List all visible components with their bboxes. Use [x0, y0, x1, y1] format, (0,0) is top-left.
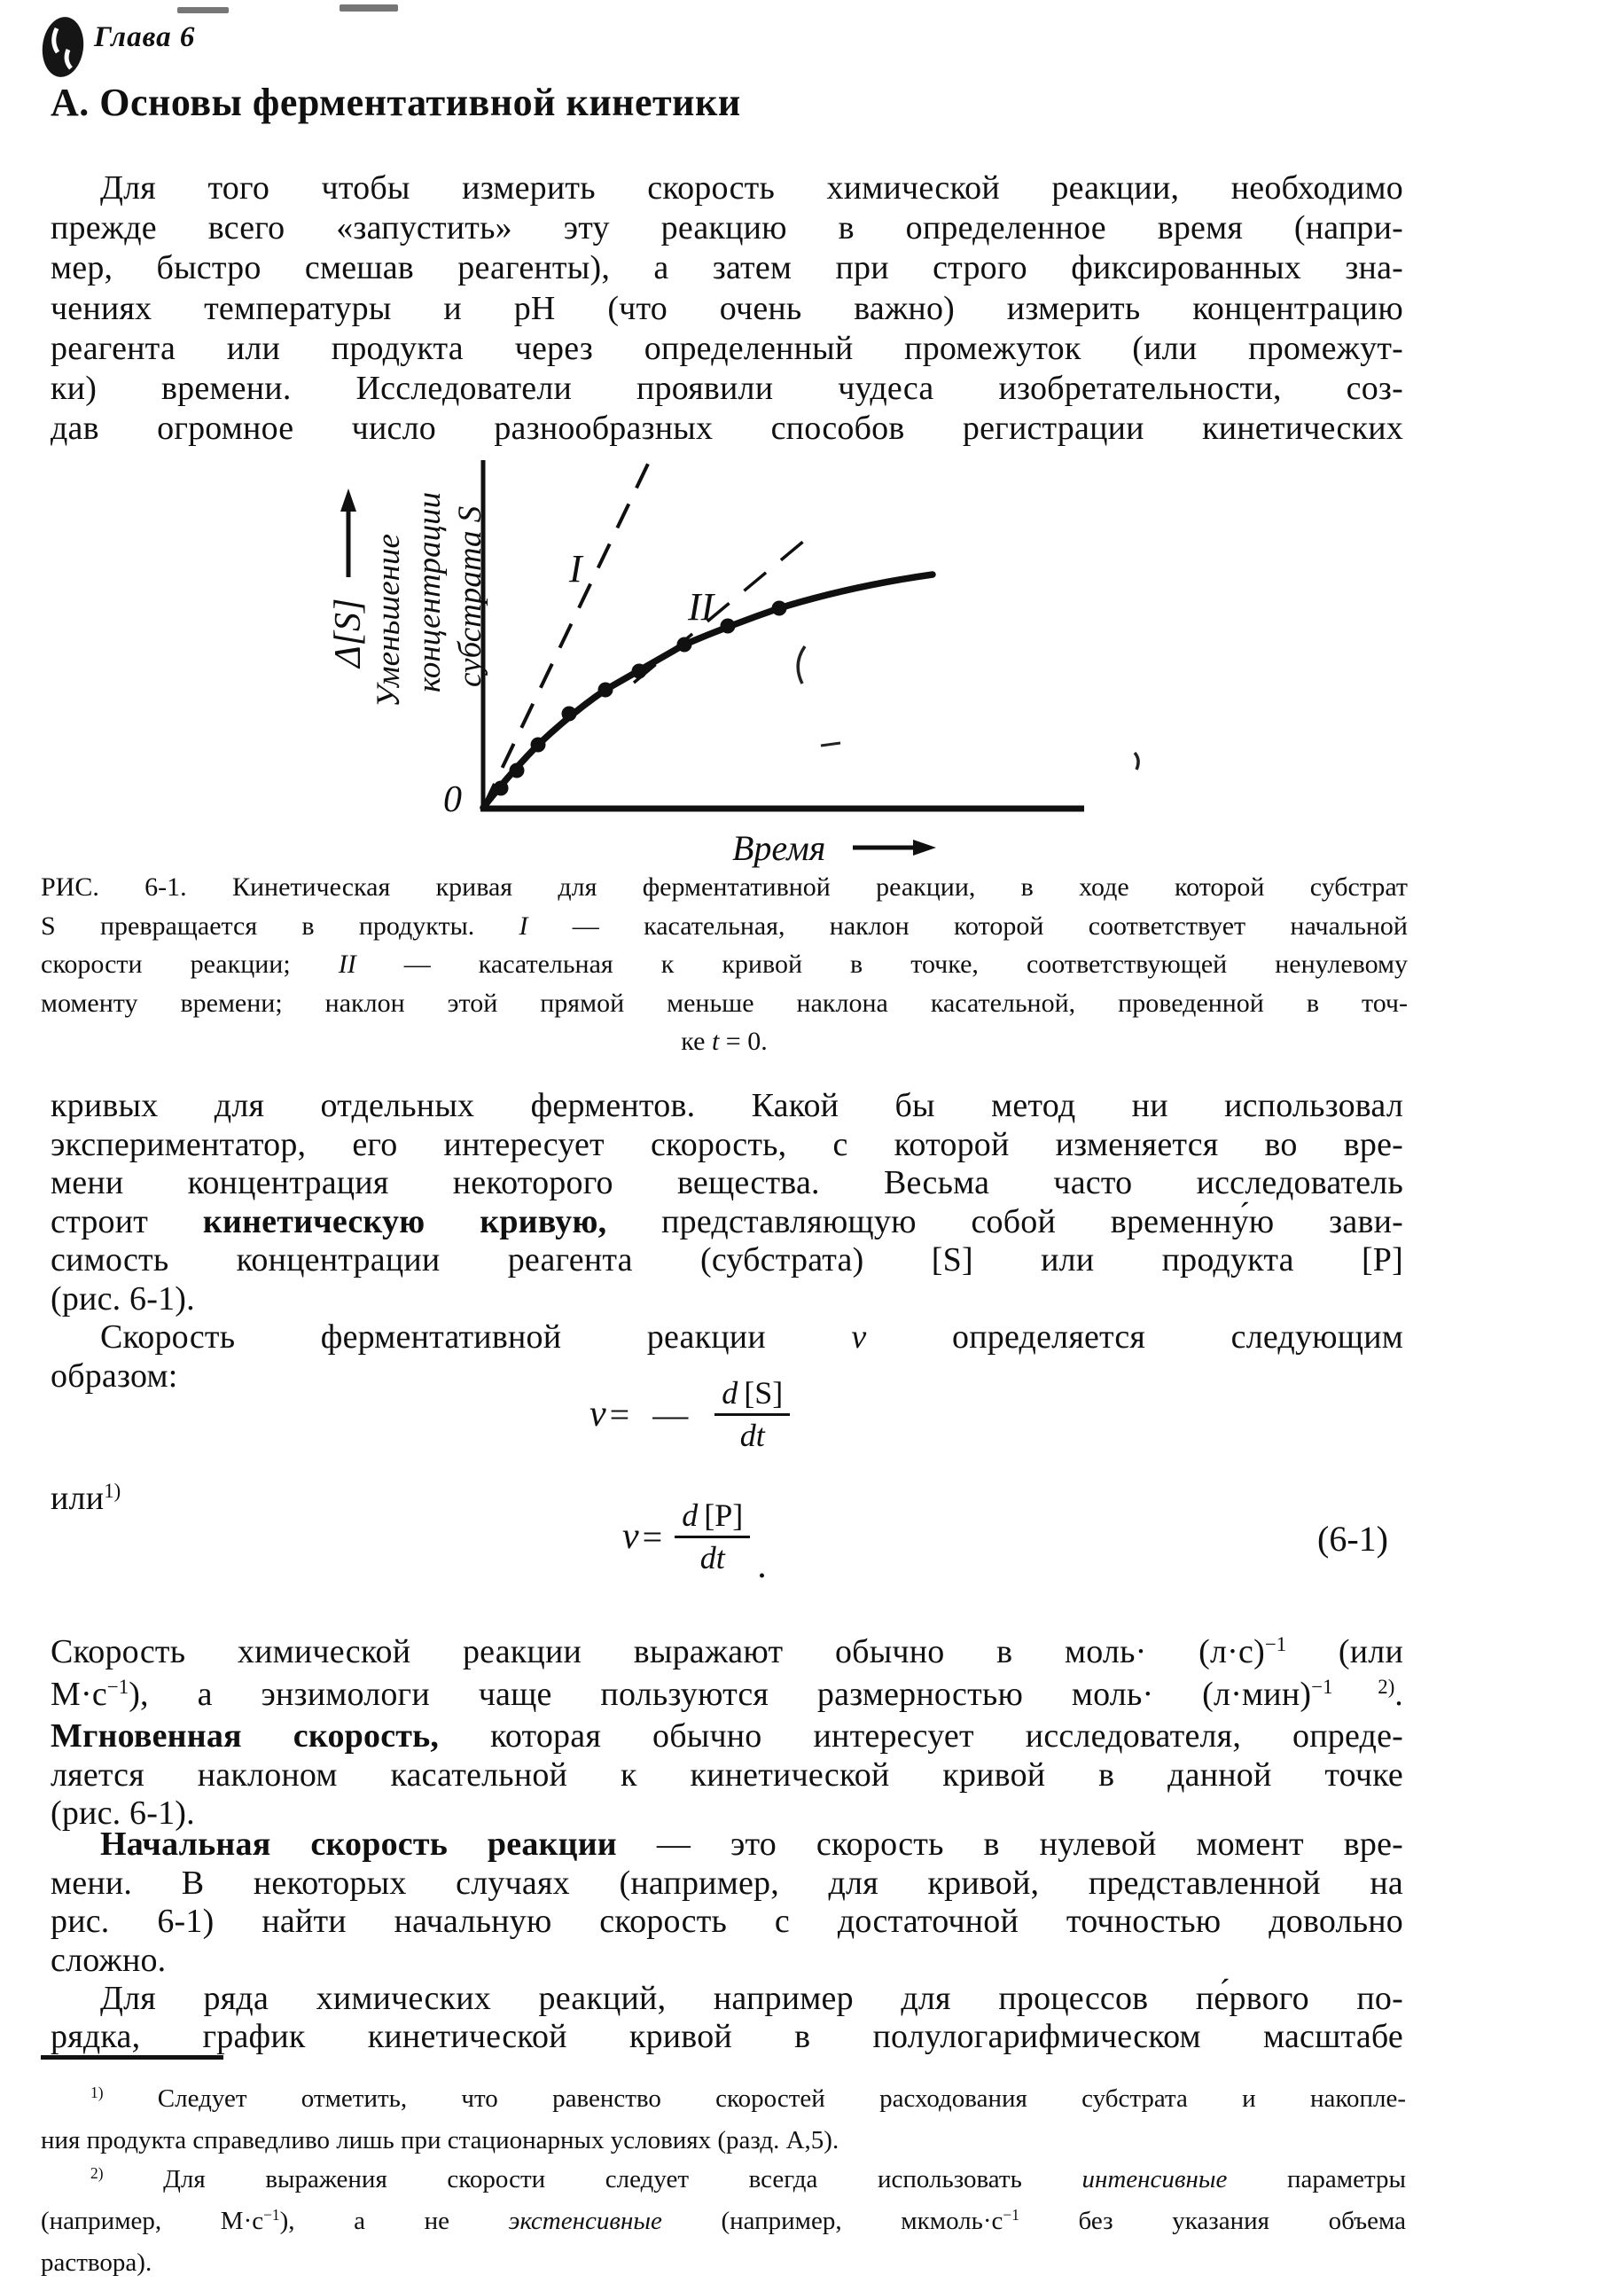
text-run: −1 2)	[1311, 1675, 1395, 1698]
paragraph	[51, 1087, 1403, 1318]
velocity-symbol: v	[622, 1516, 639, 1558]
text-run: экспериментатор, его интересует скорость, с которой изменяется во вре-	[51, 1125, 1403, 1163]
figure-caption	[41, 868, 1408, 1061]
text-run: v	[851, 1318, 867, 1356]
text-line	[51, 409, 1403, 449]
text-run: мени концентрация некоторого вещества. Весьма часто исследователь	[51, 1164, 1403, 1201]
chapter-label: Глава 6	[94, 21, 196, 53]
text-line	[41, 2243, 1406, 2282]
text-run: −1	[1003, 2206, 1019, 2225]
text-run: рис. 6-1) найти начальную скорость с достаточной точностью довольно	[51, 1903, 1403, 1940]
text-line	[51, 1318, 1403, 1357]
text-line	[41, 945, 1408, 984]
text-run: (или	[1286, 1633, 1403, 1670]
text-line	[51, 1942, 1403, 1981]
period: .	[757, 1544, 767, 1586]
text-run: определяется следующим	[866, 1318, 1403, 1356]
text-line	[41, 1022, 1408, 1061]
text-line	[51, 1756, 1403, 1795]
chapter-ornament-icon	[39, 12, 89, 80]
text-run: — касательная к кривой в точке, соответствующей ненулевому	[355, 950, 1409, 980]
text-line	[51, 1126, 1403, 1165]
text-run: интенсивные	[1081, 2165, 1228, 2193]
text-run: −1	[1264, 1633, 1287, 1656]
text-run: экстенсивные	[508, 2207, 662, 2235]
text-run: рядка, график кинетической кривой в полулогарифмическом масштабе	[51, 2018, 1403, 2055]
denominator: dt	[739, 1418, 765, 1454]
paragraph	[51, 168, 1403, 449]
paragraph	[51, 1980, 1403, 2056]
text-line	[41, 2201, 1406, 2243]
data-points	[494, 601, 787, 796]
text-run: .	[1394, 1675, 1403, 1713]
text-run: реагента или продукта через определенный промежуток (или промежут-	[51, 329, 1403, 367]
scan-artifact	[821, 743, 840, 746]
text-run: 1)	[104, 1480, 121, 1503]
y-axis-arrowhead-icon	[340, 489, 356, 512]
text-run: строит	[51, 1202, 203, 1240]
minus-sign: —	[652, 1394, 689, 1435]
tangent-II-label: II	[688, 585, 714, 629]
text-run: представляющую собой временну́ю зави-	[606, 1202, 1403, 1240]
data-point	[632, 664, 647, 679]
text-line	[51, 1241, 1403, 1280]
equation-number: (6-1)	[1317, 1519, 1388, 1559]
text-line	[51, 208, 1403, 248]
text-run: сложно.	[51, 1941, 167, 1979]
y-axis-word-1: Уменьшение	[371, 534, 407, 708]
text-line	[41, 2079, 1406, 2121]
data-point	[494, 781, 509, 796]
text-run: — касательная, наклон которой соответствует начальной	[527, 911, 1408, 941]
paragraph	[51, 1633, 1403, 1834]
text-run: М·с	[51, 1675, 107, 1713]
text-run: Скорость ферментативной реакции	[100, 1318, 852, 1356]
text-line	[51, 1980, 1403, 2018]
text-line	[51, 1717, 1403, 1756]
text-run: раствора).	[41, 2248, 152, 2277]
text-line	[51, 289, 1403, 329]
text-run: дав огромное число разнообразных способов регистрации кинетических	[51, 410, 1403, 448]
text-run: II	[338, 950, 356, 980]
text-run: ки) времени. Исследователи проявили чудеса изобретательности, соз-	[51, 370, 1403, 408]
equation-substrate-rate	[589, 1375, 790, 1454]
x-axis-label: Время	[732, 828, 826, 868]
text-line	[51, 1164, 1403, 1203]
text-run: (рис. 6-1).	[51, 1794, 195, 1832]
text-run: −1	[263, 2206, 280, 2225]
text-run: Для ряда химических реакций, например для процессов пе́рвого по-	[100, 1980, 1403, 2017]
denominator: dt	[699, 1540, 725, 1576]
text-run: или	[51, 1480, 105, 1517]
x-axis-arrowhead-icon	[913, 840, 936, 856]
equals-sign: =	[609, 1394, 630, 1435]
scan-artifact	[1135, 753, 1138, 770]
data-point	[772, 601, 787, 616]
text-run: S превращается в продукты.	[41, 911, 519, 941]
text-run: которая обычно интересует исследователя, опреде-	[439, 1717, 1403, 1755]
text-run: мени. В некоторых случаях (например, для кривой, представленной на	[51, 1864, 1403, 1902]
text-run: мер, быстро смешав реагенты), а затем при строго фиксированных зна-	[51, 249, 1403, 287]
text-run: ), а энзимологи чаще пользуются размерностью моль· (л·мин)	[129, 1675, 1312, 1713]
section-heading: А. Основы ферментативной кинетики	[51, 81, 741, 124]
text-line	[51, 329, 1403, 369]
text-line	[51, 1676, 1403, 1718]
text-run: (например, М·с	[41, 2207, 264, 2235]
text-line	[41, 984, 1408, 1023]
y-axis-symbol: Δ[S]	[328, 598, 369, 668]
text-run: без указания объема	[1019, 2207, 1406, 2235]
numerator: d [S]	[714, 1375, 790, 1416]
text-line	[51, 1203, 1403, 1242]
text-line	[51, 1865, 1403, 1904]
text-run: образом:	[51, 1357, 178, 1395]
text-run: (рис. 6-1).	[51, 1279, 195, 1318]
text-run: Мгновенная скорость,	[51, 1717, 440, 1755]
text-run: (например, мкмоль·с	[661, 2207, 1003, 2235]
data-point	[531, 738, 546, 753]
text-run: параметры	[1227, 2165, 1407, 2193]
fraction	[714, 1375, 790, 1454]
text-run: моменту времени; наклон этой прямой меньше наклона касательной, проведенной в точ-	[41, 988, 1408, 1018]
y-axis-word-3: субстрата S	[452, 505, 488, 687]
kinetics-figure	[293, 455, 1144, 878]
text-line	[51, 248, 1403, 288]
footnotes	[41, 2079, 1406, 2282]
fraction	[675, 1497, 750, 1576]
text-run: ния продукта справедливо лишь при стационарных условиях (разд. А,5).	[41, 2126, 839, 2154]
scan-artifact	[340, 4, 398, 12]
scan-artifact	[177, 7, 229, 13]
text-line	[51, 1633, 1403, 1676]
y-axis-word-2: концентрации	[411, 491, 448, 692]
data-point	[510, 763, 525, 778]
data-point	[721, 619, 736, 634]
text-run: РИС. 6-1. Кинетическая кривая для ферментативной реакции, в ходе которой субстрат	[41, 872, 1408, 902]
text-run: — это скорость в нулевой момент вре-	[616, 1826, 1403, 1863]
text-run: кривых для отдельных ферментов. Какой бы метод ни использовал	[51, 1087, 1403, 1124]
text-line	[51, 1903, 1403, 1942]
equals-sign: =	[642, 1516, 663, 1557]
text-line	[41, 2121, 1406, 2160]
text-line	[41, 868, 1408, 907]
text-line	[51, 1280, 1403, 1319]
equation-product-rate	[622, 1497, 767, 1586]
text-run: Следует отметить, что равенство скоростей расходования субстрата и накопле-	[103, 2084, 1406, 2113]
text-run: Для выражения скорости следует всегда использовать	[103, 2165, 1082, 2193]
y-axis-delta-label	[328, 489, 369, 669]
paragraph	[51, 1826, 1403, 1980]
data-point	[598, 683, 613, 698]
numerator: d [P]	[675, 1497, 750, 1538]
text-run: ), а не	[279, 2207, 509, 2235]
text-run: 1)	[90, 2084, 104, 2102]
text-run: ке	[681, 1027, 712, 1057]
text-line	[51, 2018, 1403, 2056]
data-point	[677, 637, 692, 653]
text-run: −1	[106, 1675, 129, 1698]
origin-label: 0	[443, 779, 462, 820]
text-line	[51, 1826, 1403, 1865]
text-run: прежде всего «запустить» эту реакцию в определенное время (напри-	[51, 209, 1403, 247]
text-line	[51, 168, 1403, 208]
tangent-I-label: I	[569, 547, 582, 590]
velocity-symbol: v	[589, 1394, 606, 1435]
text-line	[51, 369, 1403, 409]
text-run: = 0.	[719, 1027, 768, 1057]
text-run: t	[711, 1027, 720, 1057]
text-line	[51, 1087, 1403, 1126]
scan-artifact	[798, 646, 805, 684]
text-run: кинетическую кривую,	[202, 1202, 607, 1240]
text-run: симость концентрации реагента (субстрата) [S] или продукта [Р]	[51, 1241, 1403, 1278]
footnote-divider	[41, 2055, 223, 2060]
text-line	[41, 2160, 1406, 2201]
tangent-line-I	[483, 460, 650, 808]
text-run: Скорость химической реакции выражают обычно в моль· (л·с)	[51, 1633, 1265, 1670]
text-run: 2)	[90, 2164, 104, 2183]
data-point	[562, 707, 577, 722]
text-run: ляется наклоном касательной к кинетической кривой в данной точке	[51, 1755, 1403, 1794]
text-run: скорости реакции;	[41, 950, 339, 980]
text-run: I	[519, 911, 528, 941]
text-run: Для того чтобы измерить скорость химической реакции, необходимо	[100, 169, 1403, 207]
text-run: чениях температуры и рН (что очень важно) измерить концентрацию	[51, 289, 1403, 327]
text-run: Начальная скорость реакции	[100, 1826, 617, 1863]
text-line	[41, 907, 1408, 946]
